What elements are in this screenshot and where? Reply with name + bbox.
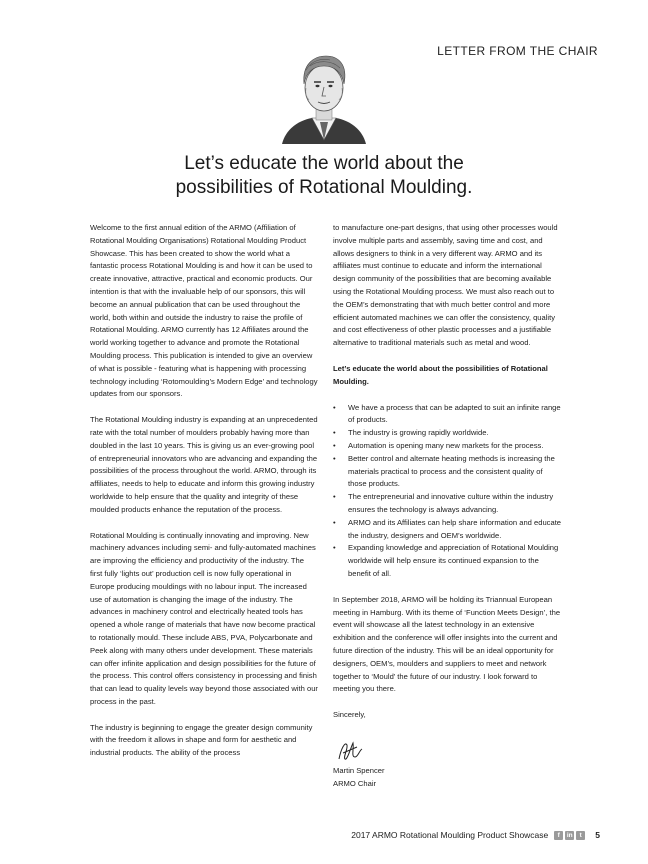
bullet-icon: • — [333, 517, 336, 527]
linkedin-icon[interactable]: in — [566, 831, 573, 839]
bullet-icon: • — [333, 428, 336, 438]
chair-portrait — [276, 48, 372, 144]
body-paragraph: The industry is beginning to engage the greater design community with the freedom it allows in shape and form for aesthetic and industrial products. The ability of the process — [90, 722, 313, 758]
signer-name: Martin Spencer — [333, 765, 385, 775]
list-item-text: ARMO and its Affiliates can help share information and educate the industry, designers and OEM’s worldwide. — [348, 517, 562, 540]
body-paragraph: In September 2018, ARMO will be holding its Triannual European meeting in Hamburg. With its theme of ‘Function Meets Design’, the event will showcase all the latest technology in an extensive exhibition and the conference will offer insights into the current and future direction of the industry. This will be an ideal opportunity for designers, OEM’s, moulders and suppliers to meet and network together to ‘Mould’ the future of our industry. I look forward to meeting you there. — [333, 594, 561, 694]
page-number: 5 — [595, 830, 600, 840]
subheading: Let’s educate the world about the possibilities of Rotational Moulding. — [333, 363, 548, 386]
twitter-icon[interactable]: t — [576, 831, 585, 840]
body-paragraph: to manufacture one-part designs, that using other processes would involve multiple parts and assembly, saving time and cost, and allows designers to think in a very different way. ARMO and its affiliates must continue to educate and inform the international design community of the possibilities that are becoming available using the Rotational Moulding process. We must also reach out to the OEM’s demonstrating that with much better control and more efficient automated machines we can offer the consistency, quality and cost effectiveness of other plastic processes and a justifiable alternative to traditional materials such as metal and wood. — [333, 223, 558, 348]
headline-line-1: Let’s educate the world about the — [184, 153, 464, 174]
sign-off: Sincerely, — [333, 710, 366, 720]
signer-title: ARMO Chair — [333, 778, 377, 788]
list-item — [333, 542, 563, 580]
headline — [0, 152, 648, 200]
page-footer — [351, 830, 600, 840]
bullet-icon: • — [333, 543, 336, 553]
body-paragraph: The Rotational Moulding industry is expanding at an unprecedented rate with the total number of moulders probably having more than doubled in the last 10 years. This is giving us an ever-growing pool of entrepreneurial innovators who are advancing and expanding the possibilities of the process throughout the world. ARMO, through its affiliates, needs to help to educate and inform this growing industry worldwide to help ensure that the quality and integrity of these moulded products enhance the reputation of the process. — [90, 415, 318, 514]
social-links — [554, 831, 585, 840]
list-item-text: Expanding knowledge and appreciation of Rotational Moulding worldwide will help ensure its continued expansion to the benefit of all. — [348, 543, 559, 578]
list-item — [333, 453, 563, 491]
signature — [335, 735, 365, 765]
bullet-icon: • — [333, 492, 336, 502]
left-column — [90, 222, 318, 760]
bullet-icon: • — [333, 440, 336, 450]
list-item — [333, 402, 563, 428]
list-item — [333, 440, 563, 453]
headline-line-2: possibilities of Rotational Moulding. — [175, 177, 473, 198]
facebook-icon[interactable]: f — [554, 831, 563, 840]
list-item-text: The entrepreneurial and innovative culture within the industry ensures the technology is always advancing. — [348, 492, 554, 514]
list-item — [333, 427, 563, 440]
list-item — [333, 491, 563, 517]
right-column — [333, 222, 563, 790]
section-label: LETTER FROM THE CHAIR — [437, 44, 598, 58]
list-item-text: We have a process that can be adapted to suit an infinite range of products. — [348, 402, 561, 425]
publication-title: 2017 ARMO Rotational Moulding Product Showcase — [351, 830, 549, 840]
list-item-text: Automation is opening many new markets for the process. — [348, 440, 544, 450]
bullet-icon: • — [333, 453, 336, 463]
list-item-text: The industry is growing rapidly worldwide. — [348, 428, 489, 438]
body-paragraph: Rotational Moulding is continually innovating and improving. New machinery advances including semi- and fully-automated machines are improving the efficiency and productivity of the industry. The first fully ‘lights out’ production cell is now fully operational in Europe producing mouldings with no labour input. The increased use of automation is changing the image of the industry. The advances in machinery control and electrically heated tools has opened a whole range of materials that have now become practical to rotationally mould. These include ABS, PVA, Polycarbonate and Peek along with many others under development. These materials can offer infinite application and design possibilities for the future of the process. This control offers consistency in processing and finish that can lead to quality levels way beyond those associated with our process in the past. — [90, 530, 318, 706]
bullet-list — [333, 402, 563, 581]
list-item — [333, 517, 563, 543]
list-item-text: Better control and alternate heating methods is increasing the materials practical to process and the consistent quality of those products. — [348, 453, 555, 489]
body-paragraph: Welcome to the first annual edition of the ARMO (Affiliation of Rotational Moulding Organisations) Rotational Moulding Product Showcase. This has been created to show the world what a fantastic process Rotational Moulding is and how it can be used to create innovative, attractive, practical and economic products. Our intention is that with the invaluable help of our sponsors, this will become an annual publication that can be used throughout the world, both within and outside the industry to raise the profile of Rotational Moulding. ARMO currently has 12 Affiliates around the world working together to advance and promote the Rotational Moulding process. This publication is intended to give an overview of what is possible - featuring what is happening with processing technology including ‘Rotomoulding’s Modern Edge’ and technology updates from our sponsors. — [90, 223, 318, 399]
bullet-icon: • — [333, 402, 336, 412]
